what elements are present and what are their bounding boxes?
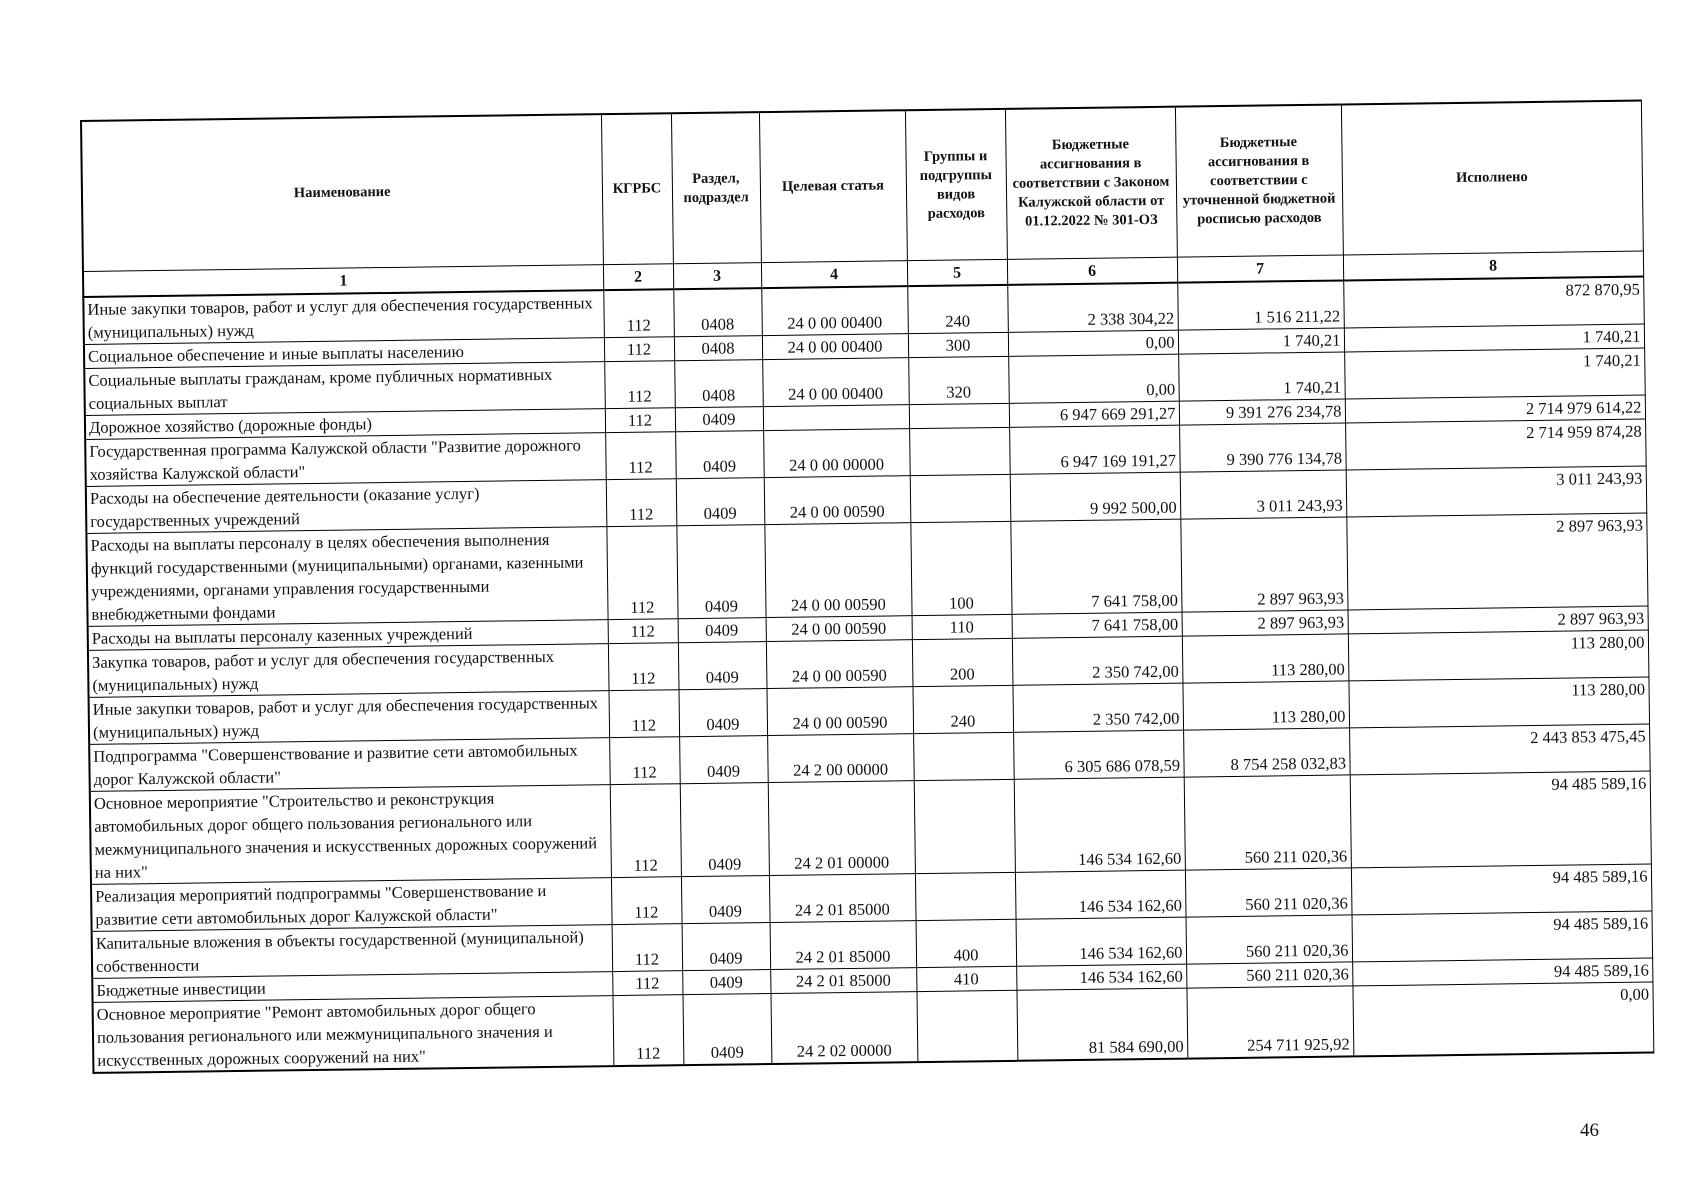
row-executed: 2 897 963,93 <box>1346 513 1647 610</box>
row-expense-group: 200 <box>912 638 1013 686</box>
row-target-article: 24 2 02 00000 <box>770 992 917 1064</box>
row-target-article: 24 2 01 85000 <box>769 874 916 923</box>
row-law-allocation: 6 947 669 291,27 <box>1009 401 1179 427</box>
row-law-allocation: 6 305 686 078,59 <box>1013 730 1184 779</box>
row-target-article: 24 0 00 00590 <box>766 640 913 689</box>
row-law-allocation: 2 338 304,22 <box>1007 283 1178 333</box>
column-number: 4 <box>761 261 907 288</box>
row-law-allocation: 7 641 758,00 <box>1010 519 1181 614</box>
row-section: 0409 <box>681 876 770 924</box>
row-kgrbs: 112 <box>606 479 677 527</box>
row-law-allocation: 0,00 <box>1008 330 1178 356</box>
row-expense-group <box>910 474 1011 522</box>
row-section: 0409 <box>679 689 768 737</box>
row-law-allocation: 6 947 169 191,27 <box>1009 425 1180 474</box>
row-section: 0409 <box>675 407 763 432</box>
row-section: 0409 <box>680 783 769 877</box>
row-refined-allocation: 8 754 258 032,83 <box>1183 728 1350 777</box>
row-name: Реализация мероприятий подпрограммы "Совершенствование и развитие сети автомобильных дорог Калужской области" <box>91 878 612 932</box>
header-section: Раздел, подраздел <box>671 112 761 264</box>
row-expense-group <box>909 403 1009 428</box>
row-kgrbs: 112 <box>609 690 680 738</box>
row-kgrbs: 112 <box>605 432 676 480</box>
row-target-article <box>763 405 909 431</box>
column-number: 1 <box>83 265 603 297</box>
row-kgrbs: 112 <box>608 643 679 691</box>
row-name: Бюджетные инвестиции <box>92 972 612 1003</box>
budget-table-sheet <box>80 100 1652 1074</box>
row-law-allocation: 146 534 162,60 <box>1016 917 1187 966</box>
row-target-article: 24 2 01 85000 <box>770 921 917 970</box>
row-name: Дорожное хозяйство (дорожные фонды) <box>85 409 605 440</box>
row-executed: 1 740,21 <box>1344 324 1644 352</box>
row-refined-allocation: 560 211 020,36 <box>1186 962 1352 988</box>
row-law-allocation: 146 534 162,60 <box>1014 777 1185 872</box>
row-section: 0409 <box>675 431 764 479</box>
row-section: 0409 <box>682 970 770 995</box>
row-kgrbs: 112 <box>606 526 677 620</box>
row-name: Основное мероприятие "Ремонт автомобильных дорог общего пользования регионального или межмуниципального значения и искусственных дорожных сооружений на них" <box>93 996 614 1073</box>
row-expense-group: 100 <box>910 521 1011 615</box>
budget-execution-table <box>80 100 1654 1074</box>
row-executed: 113 280,00 <box>1348 677 1649 728</box>
row-target-article: 24 0 00 00590 <box>766 616 912 642</box>
page-number: 46 <box>1580 1120 1599 1141</box>
column-number: 6 <box>1007 257 1177 285</box>
row-expense-group <box>915 872 1016 920</box>
header-kgrbs: КГРБС <box>601 113 673 264</box>
row-refined-allocation: 560 211 020,36 <box>1184 775 1351 870</box>
row-kgrbs: 112 <box>610 784 681 878</box>
row-expense-group <box>914 779 1015 873</box>
row-kgrbs: 112 <box>605 408 675 433</box>
row-law-allocation: 146 534 162,60 <box>1015 870 1186 919</box>
row-refined-allocation: 1 740,21 <box>1178 328 1344 354</box>
row-expense-group <box>909 427 1010 475</box>
row-kgrbs: 112 <box>612 971 682 996</box>
row-executed: 0,00 <box>1352 982 1653 1056</box>
row-executed: 2 714 979 614,22 <box>1345 395 1645 423</box>
header-law-allocations: Бюджетные ассигнования в соответствии с Законом Калужской области от 01.12.2022 № 301-ОЗ <box>1005 107 1177 260</box>
row-name: Иные закупки товаров, работ и услуг для обеспечения государственных (муниципальных) нужд <box>83 290 604 344</box>
row-section: 0409 <box>676 478 765 526</box>
row-expense-group: 240 <box>912 685 1013 733</box>
row-expense-group: 300 <box>908 332 1008 357</box>
row-kgrbs: 112 <box>608 619 678 644</box>
header-name: Наименование <box>81 114 603 271</box>
row-section: 0409 <box>679 736 768 784</box>
row-law-allocation: 2 350 742,00 <box>1012 636 1183 685</box>
row-refined-allocation: 2 897 963,93 <box>1182 610 1348 636</box>
row-executed: 94 485 589,16 <box>1352 911 1653 962</box>
column-number: 7 <box>1177 255 1343 283</box>
row-kgrbs: 112 <box>612 924 683 972</box>
row-kgrbs: 112 <box>604 337 674 362</box>
row-kgrbs: 112 <box>609 737 680 785</box>
row-executed: 1 740,21 <box>1344 348 1645 399</box>
row-kgrbs: 112 <box>603 289 674 337</box>
row-target-article: 24 2 01 85000 <box>770 968 916 994</box>
row-kgrbs: 112 <box>611 877 682 925</box>
row-refined-allocation: 113 280,00 <box>1182 634 1349 683</box>
row-executed: 113 280,00 <box>1348 630 1649 681</box>
row-refined-allocation: 9 390 776 134,78 <box>1179 423 1346 472</box>
row-name: Основное мероприятие "Строительство и реконструкция автомобильных дорог общего пользования регионального или межмуниципального значения и искусственных дорожных сооружений на них" <box>90 785 611 885</box>
row-expense-group <box>913 732 1014 780</box>
row-executed: 2 443 853 475,45 <box>1349 724 1650 775</box>
row-expense-group: 320 <box>908 356 1009 404</box>
row-refined-allocation: 113 280,00 <box>1182 681 1349 730</box>
column-number: 2 <box>603 264 673 290</box>
row-name: Расходы на обеспечение деятельности (оказание услуг) государственных учреждений <box>86 480 607 534</box>
row-name: Закупка товаров, работ и услуг для обеспечения государственных (муниципальных) нужд <box>88 644 609 698</box>
row-refined-allocation: 560 211 020,36 <box>1186 915 1353 964</box>
row-target-article: 24 0 00 00400 <box>761 286 908 335</box>
row-executed: 3 011 243,93 <box>1346 466 1647 517</box>
header-refined-allocations: Бюджетные ассигнования в соответствии с уточненной бюджетной росписью расходов <box>1175 104 1343 257</box>
row-name: Капитальные вложения в объекты государственной (муниципальной) собственности <box>92 925 613 979</box>
row-target-article: 24 0 00 00400 <box>762 358 909 407</box>
row-refined-allocation: 560 211 020,36 <box>1185 868 1352 917</box>
row-name: Социальное обеспечение и иные выплаты населению <box>84 338 604 369</box>
column-number: 5 <box>907 259 1007 286</box>
row-executed: 94 485 589,16 <box>1350 771 1651 868</box>
row-law-allocation: 2 350 742,00 <box>1012 683 1183 732</box>
header-target-article: Целевая статья <box>759 110 907 262</box>
row-law-allocation: 7 641 758,00 <box>1012 612 1182 638</box>
row-refined-allocation: 254 711 925,92 <box>1186 986 1353 1059</box>
row-target-article: 24 0 00 00000 <box>763 429 910 478</box>
row-law-allocation: 0,00 <box>1008 354 1179 403</box>
row-section: 0409 <box>678 642 767 690</box>
row-section: 0408 <box>673 288 762 337</box>
row-target-article: 24 2 01 00000 <box>768 781 915 876</box>
row-kgrbs: 112 <box>604 361 675 409</box>
row-target-article: 24 2 00 00000 <box>767 734 914 783</box>
column-number: 8 <box>1343 251 1643 280</box>
row-section: 0409 <box>683 994 772 1066</box>
row-target-article: 24 0 00 00590 <box>764 476 911 525</box>
table-header-row <box>81 101 1643 272</box>
row-refined-allocation: 3 011 243,93 <box>1180 470 1347 519</box>
row-executed: 872 870,95 <box>1343 277 1644 328</box>
row-target-article: 24 0 00 00590 <box>764 523 911 618</box>
row-name: Государственная программа Калужской области "Развитие дорожного хозяйства Калужской области" <box>85 433 606 487</box>
row-target-article: 24 0 00 00590 <box>767 687 914 736</box>
row-expense-group: 400 <box>916 919 1017 967</box>
table-body <box>83 277 1653 1073</box>
row-executed: 94 485 589,16 <box>1352 958 1652 986</box>
row-target-article: 24 0 00 00400 <box>762 334 908 360</box>
row-section: 0409 <box>678 618 766 643</box>
header-executed: Исполнено <box>1341 101 1643 255</box>
row-refined-allocation: 9 391 276 234,78 <box>1179 399 1345 425</box>
row-refined-allocation: 2 897 963,93 <box>1180 517 1347 612</box>
row-name: Расходы на выплаты персоналу казенных учреждений <box>88 620 608 651</box>
row-section: 0408 <box>674 360 763 408</box>
row-kgrbs: 112 <box>613 995 684 1066</box>
row-expense-group: 410 <box>916 966 1016 991</box>
row-executed: 94 485 589,16 <box>1351 864 1652 915</box>
row-refined-allocation: 1 516 211,22 <box>1177 280 1344 330</box>
row-name: Подпрограмма "Совершенствование и развитие сети автомобильных дорог Калужской области" <box>89 738 610 792</box>
row-executed: 2 714 959 874,28 <box>1345 419 1646 470</box>
row-section: 0409 <box>676 525 765 619</box>
row-law-allocation: 81 584 690,00 <box>1016 988 1187 1061</box>
row-name: Иные закупки товаров, работ и услуг для обеспечения государственных (муниципальных) нужд <box>89 691 610 745</box>
row-section: 0408 <box>674 336 762 361</box>
row-expense-group <box>916 990 1017 1062</box>
row-name: Расходы на выплаты персоналу в целях обеспечения выполнения функций государственными (муниципальными) органами, казенными учреждениями, органами управления государственными внебюджетными фондами <box>86 527 607 627</box>
row-law-allocation: 9 992 500,00 <box>1010 472 1181 521</box>
row-section: 0409 <box>682 923 771 971</box>
row-expense-group: 240 <box>907 285 1008 334</box>
row-expense-group: 110 <box>912 614 1012 639</box>
row-executed: 2 897 963,93 <box>1348 606 1648 634</box>
column-number: 3 <box>673 263 761 290</box>
row-name: Социальные выплаты гражданам, кроме публичных нормативных социальных выплат <box>84 362 605 416</box>
row-refined-allocation: 1 740,21 <box>1178 352 1345 401</box>
row-law-allocation: 146 534 162,60 <box>1016 964 1186 990</box>
header-expense-groups: Группы и подгруппы видов расходов <box>905 109 1007 261</box>
